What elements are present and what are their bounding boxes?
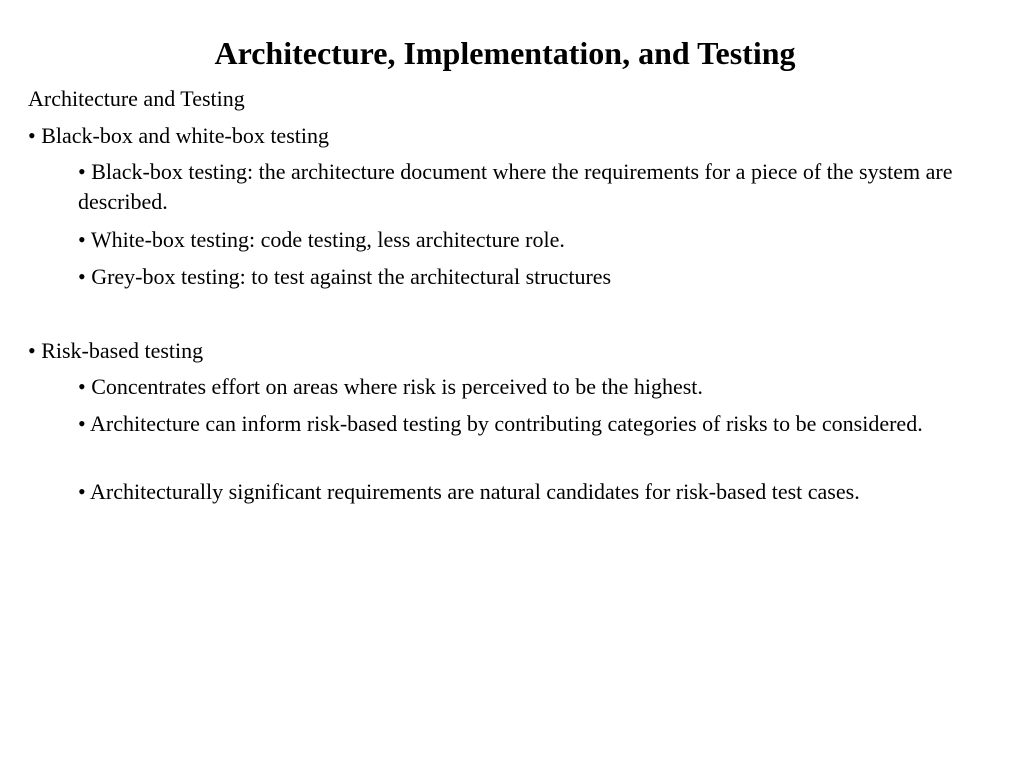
sub-bullet-black-box-testing	[78, 157, 993, 217]
bullet-mark: •	[78, 264, 86, 289]
bullet-black-box-and-white-box-testing	[28, 121, 329, 151]
bullet-risk-based-testing	[28, 336, 203, 366]
sub-bullet-text: Grey-box testing: to test against the architectural structures	[91, 264, 612, 289]
sub-bullet-concentrates-effort	[78, 372, 993, 402]
bullet-label: Risk-based testing	[41, 338, 204, 363]
slide-title: Architecture, Implementation, and Testing	[214, 35, 796, 71]
sub-bullet-text: Concentrates effort on areas where risk is perceived to be the highest.	[91, 374, 703, 399]
sub-bullet-grey-box-testing	[78, 262, 993, 292]
sub-bullet-text: Architecture can inform risk-based testing by contributing categories of risks to be considered.	[90, 411, 923, 436]
sub-bullet-text: White-box testing: code testing, less architecture role.	[90, 227, 565, 252]
sub-bullet-text: Architecturally significant requirements are natural candidates for risk-based test cases.	[90, 479, 860, 504]
bullet-mark: •	[78, 479, 86, 504]
bullet-mark: •	[28, 123, 36, 148]
sub-bullet-architecture-inform	[78, 409, 993, 439]
sub-bullet-architecturally-significant	[78, 477, 993, 507]
bullet-label: Black-box and white-box testing	[41, 123, 329, 148]
bullet-mark: •	[78, 159, 86, 184]
bullet-mark: •	[78, 227, 86, 252]
bullet-mark: •	[78, 411, 86, 436]
bullet-mark: •	[28, 338, 36, 363]
section-heading: Architecture and Testing	[28, 86, 245, 111]
bullet-mark: •	[78, 374, 86, 399]
sub-bullet-text: Black-box testing: the architecture document where the requirements for a piece of the system are described.	[78, 159, 953, 214]
sub-bullet-white-box-testing	[78, 225, 993, 255]
